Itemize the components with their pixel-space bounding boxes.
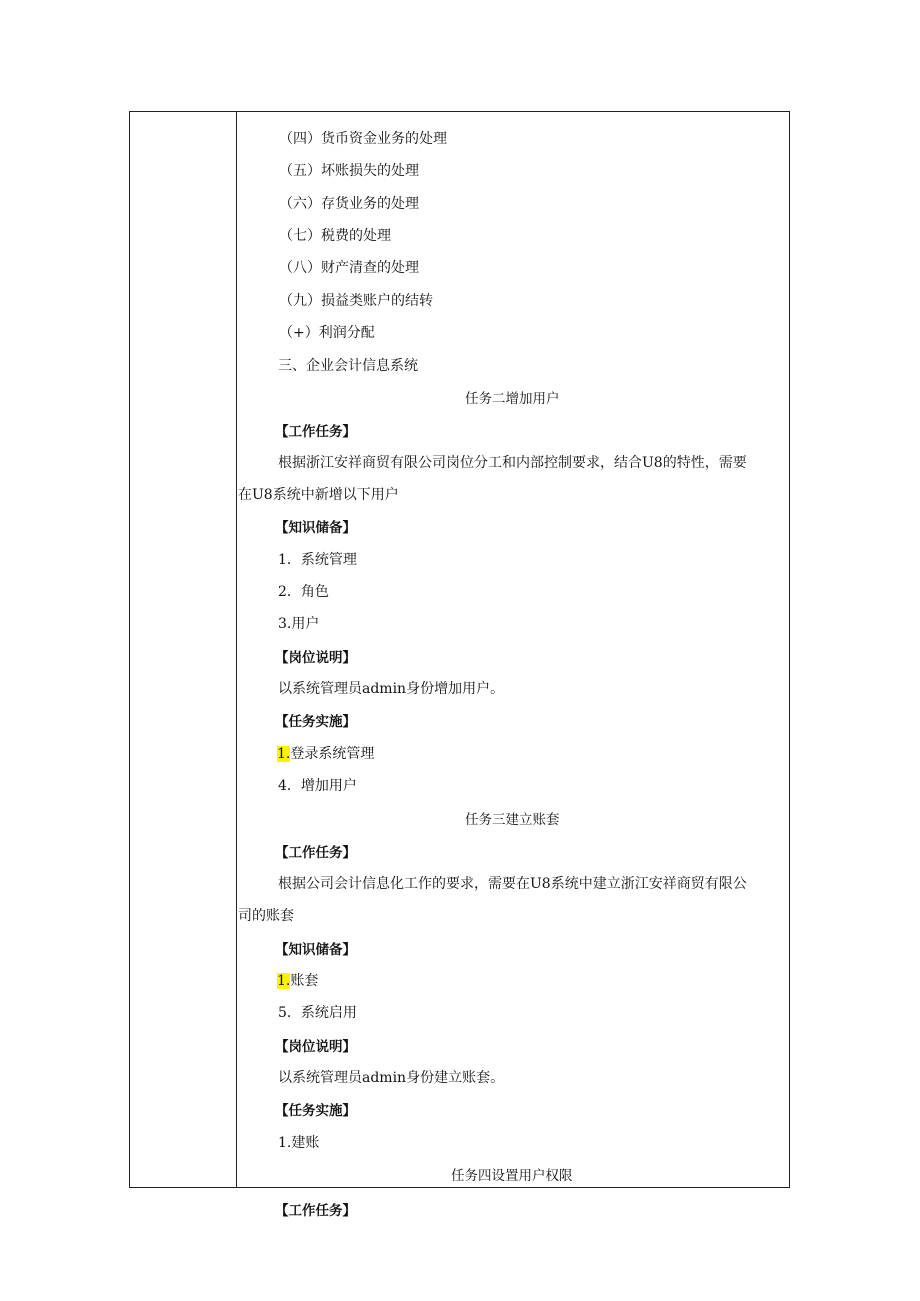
- task3-impl-1: 1.建账: [278, 1135, 320, 1151]
- task2-work-paragraph-1: 根据浙江安祥商贸有限公司岗位分工和内部控制要求，结合U8的特性，需要: [278, 455, 747, 471]
- item-4: （四）货币资金业务的处理: [279, 131, 447, 147]
- task2-work-heading: 【工作任务】: [275, 424, 356, 440]
- task3-knowledge-heading: 【知识储备】: [275, 942, 356, 958]
- task2-impl-heading: 【任务实施】: [275, 714, 356, 730]
- task3-work-heading: 【工作任务】: [275, 845, 356, 861]
- task3-impl-heading: 【任务实施】: [275, 1103, 356, 1119]
- task4-work-heading: 【工作任务】: [275, 1203, 356, 1219]
- task3-work-paragraph-2: 司的账套: [238, 908, 294, 924]
- task2-knowledge-3: 3.用户: [278, 616, 320, 632]
- highlight-number: 1.: [277, 746, 291, 762]
- task4-title: 任务四设置用户权限: [451, 1168, 573, 1184]
- item-10: （+）利润分配: [279, 325, 375, 341]
- task3-role-text: 以系统管理员admin身份建立账套。: [278, 1070, 505, 1086]
- task3-work-paragraph-1: 根据公司会计信息化工作的要求，需要在U8系统中建立浙江安祥商贸有限公: [278, 876, 747, 892]
- task2-knowledge-1: 1．系统管理: [278, 552, 357, 568]
- task3-knowledge-2: 5．系统启用: [278, 1005, 357, 1021]
- task2-work-paragraph-2: 在U8系统中新增以下用户: [238, 487, 399, 503]
- task3-role-heading: 【岗位说明】: [275, 1039, 356, 1055]
- task3-title: 任务三建立账套: [465, 812, 560, 828]
- task2-title: 任务二增加用户: [465, 391, 560, 407]
- task2-impl-1-text: 登录系统管理: [290, 746, 375, 762]
- table-frame: [129, 111, 790, 1188]
- column-divider: [236, 111, 237, 1188]
- task3-knowledge-1: [277, 971, 318, 991]
- task2-role-text: 以系统管理员admin身份增加用户。: [278, 681, 505, 697]
- item-7: （七）税费的处理: [279, 228, 391, 244]
- item-6: （六）存货业务的处理: [279, 196, 419, 212]
- task3-knowledge-1-text: 账套: [290, 973, 319, 989]
- highlight-number: 1.: [277, 973, 291, 989]
- item-5: （五）坏账损失的处理: [279, 163, 419, 179]
- task2-impl-2: 4．增加用户: [278, 778, 357, 794]
- section-3-heading: 三、企业会计信息系统: [278, 358, 418, 374]
- task2-knowledge-2: 2．角色: [278, 584, 329, 600]
- task2-role-heading: 【岗位说明】: [275, 650, 356, 666]
- task2-impl-1: [277, 744, 374, 764]
- task2-knowledge-heading: 【知识储备】: [275, 520, 356, 536]
- item-8: （八）财产清查的处理: [279, 260, 419, 276]
- item-9: （九）损益类账户的结转: [279, 293, 433, 309]
